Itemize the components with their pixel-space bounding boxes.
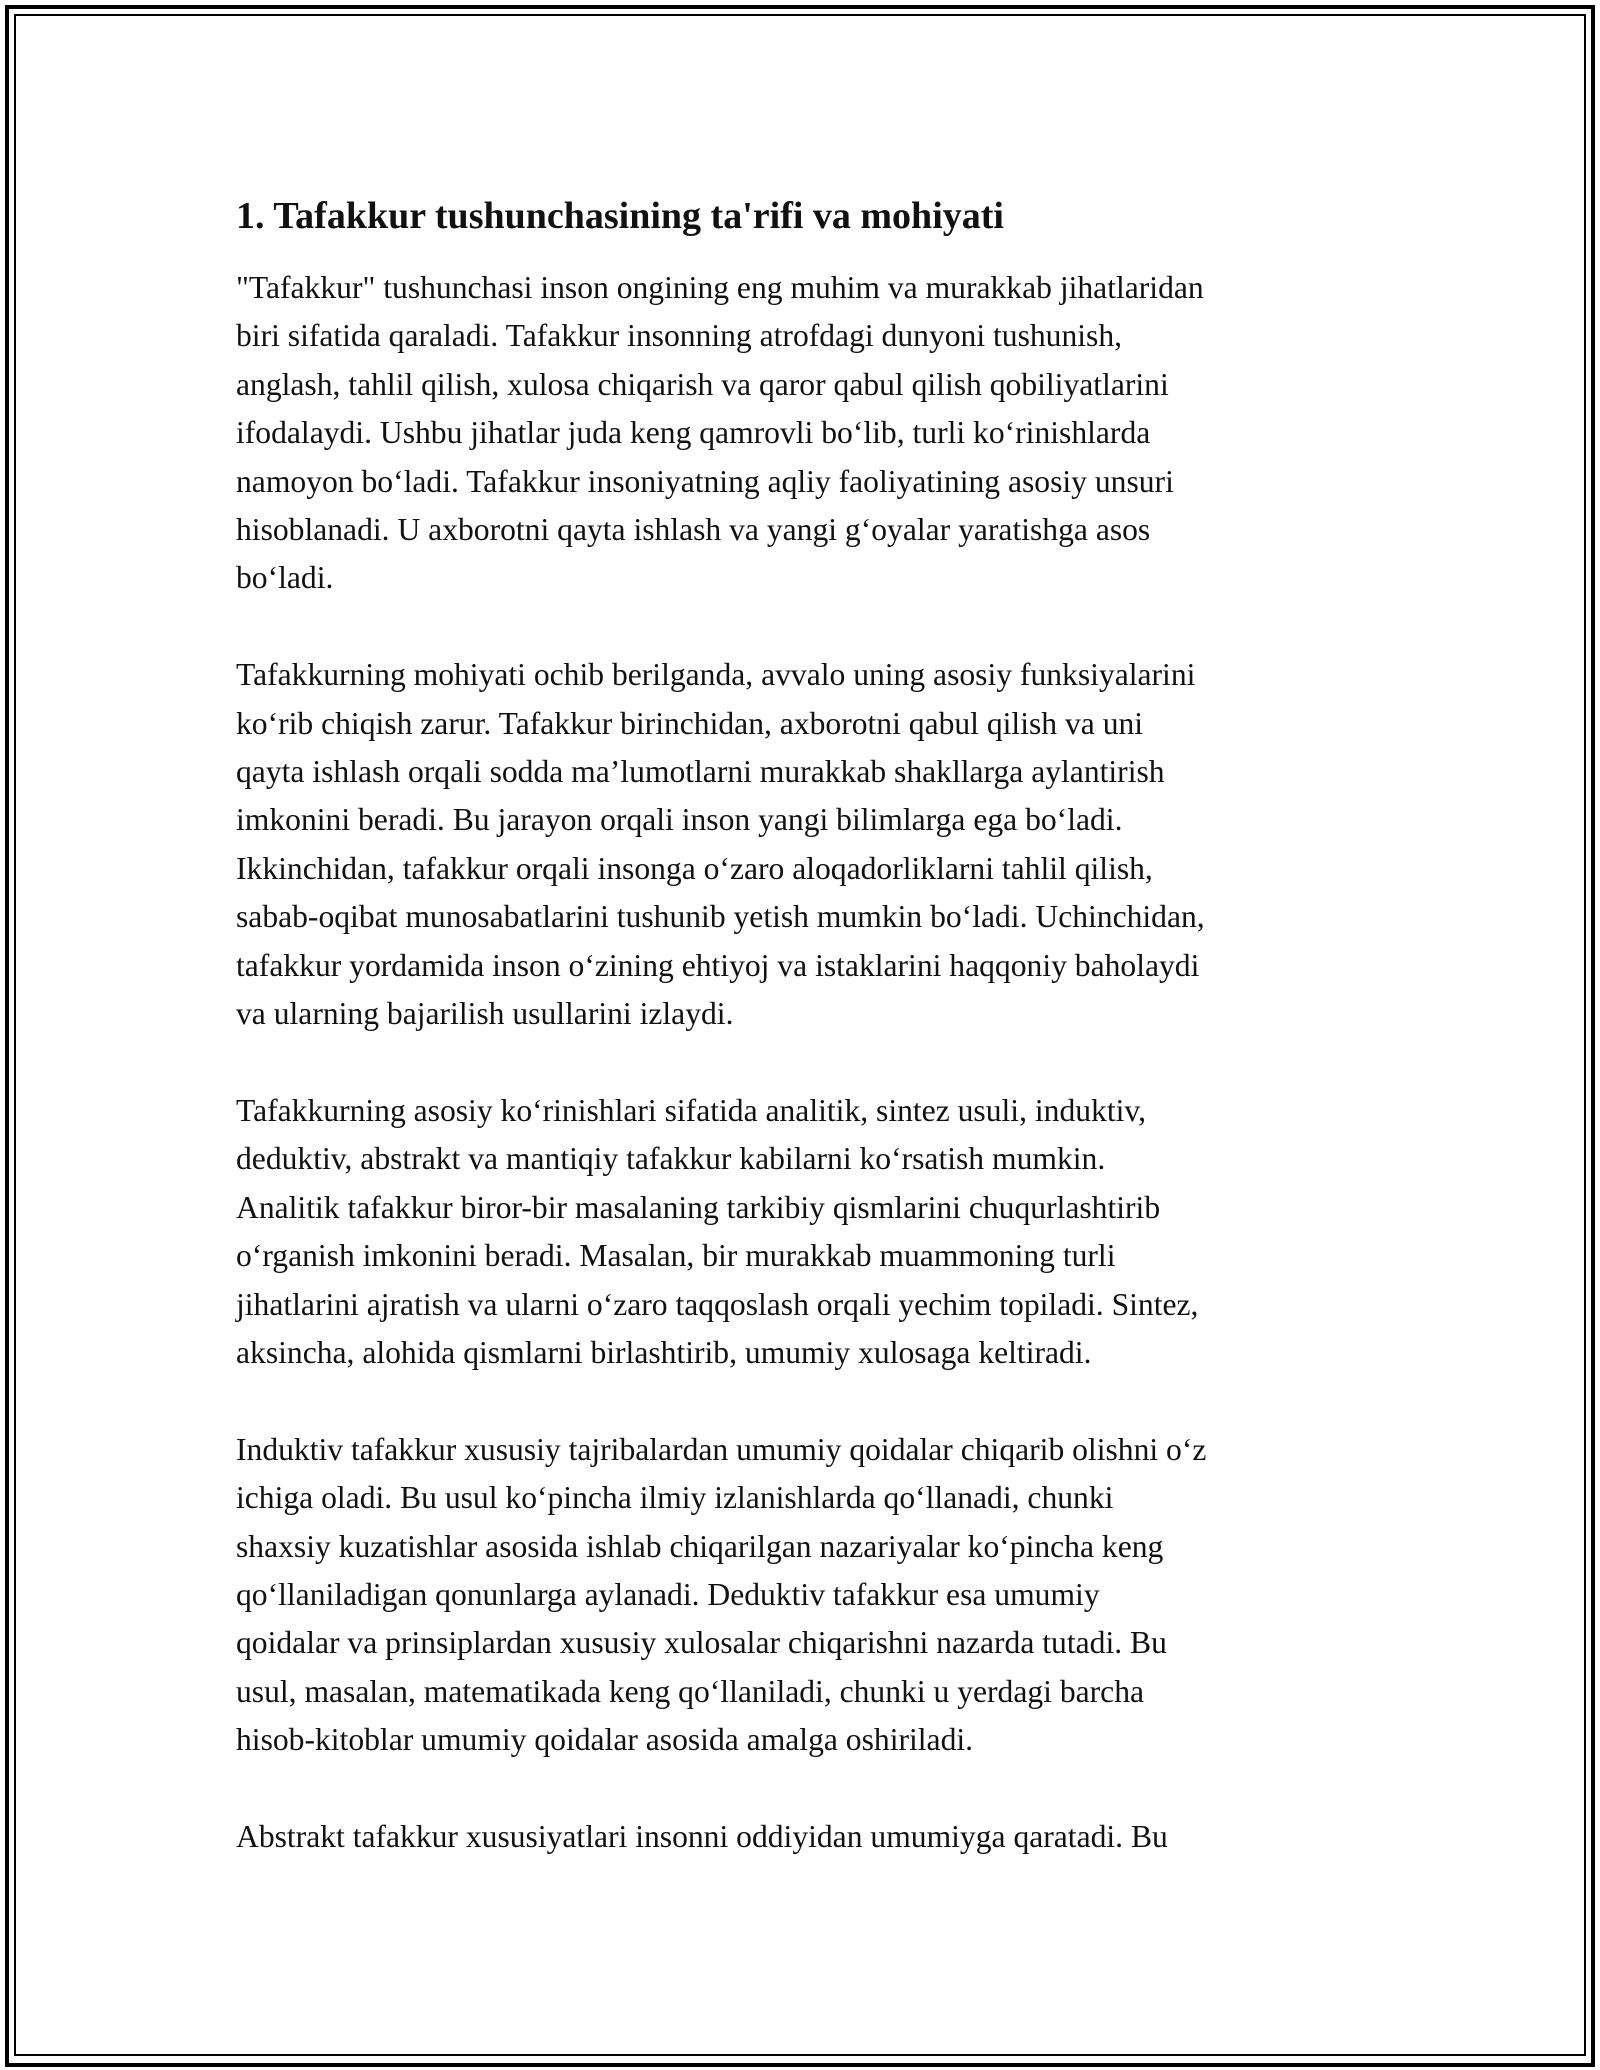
paragraph bbox=[236, 1087, 1366, 1377]
text-line: qayta ishlash orqali sodda ma’lumotlarni murakkab shakllarga aylantirish bbox=[236, 754, 1165, 790]
text-line: qo‘llaniladigan qonunlarga aylanadi. Deduktiv tafakkur esa umumiy bbox=[236, 1576, 1100, 1612]
text-line: anglash, tahlil qilish, xulosa chiqarish va qaror qabul qilish qobiliyatlarini bbox=[236, 366, 1169, 402]
text-line: Induktiv tafakkur xususiy tajribalardan umumiy qoidalar chiqarib olishni o‘z bbox=[236, 1431, 1207, 1467]
text-line: jihatlarini ajratish va ularni o‘zaro taqqoslash orqali yechim topiladi. Sintez, bbox=[236, 1286, 1199, 1322]
text-line: ichiga oladi. Bu usul ko‘pincha ilmiy izlanishlarda qo‘llanadi, chunki bbox=[236, 1480, 1114, 1516]
paragraph bbox=[236, 1426, 1366, 1765]
text-line: hisob-kitoblar umumiy qoidalar asosida amalga oshiriladi. bbox=[236, 1722, 974, 1758]
text-line: Abstrakt tafakkur xususiyatlari insonni oddiyidan umumiyga qaratadi. Bu bbox=[236, 1818, 1168, 1854]
text-line: aksincha, alohida qismlarni birlashtirib, umumiy xulosaga keltiradi. bbox=[236, 1334, 1092, 1370]
text-line: bo‘ladi. bbox=[236, 560, 334, 596]
text-line: usul, masalan, matematikada keng qo‘llaniladi, chunki u yerdagi barcha bbox=[236, 1673, 1145, 1709]
text-line: Tafakkurning mohiyati ochib berilganda, avvalo uning asosiy funksiyalarini bbox=[236, 657, 1196, 693]
text-line: shaxsiy kuzatishlar asosida ishlab chiqarilgan nazariyalar ko‘pincha keng bbox=[236, 1528, 1164, 1564]
paragraph bbox=[236, 1813, 1366, 1861]
text-line: namoyon bo‘ladi. Tafakkur insoniyatning aqliy faoliyatining asosiy unsuri bbox=[236, 463, 1174, 499]
text-line: qoidalar va prinsiplardan xususiy xulosalar chiqarishni nazarda tutadi. Bu bbox=[236, 1625, 1167, 1661]
document-body bbox=[236, 188, 1366, 1910]
text-line: deduktiv, abstrakt va mantiqiy tafakkur kabilarni ko‘rsatish mumkin. bbox=[236, 1141, 1106, 1177]
text-line: "Tafakkur" tushunchasi inson ongining eng muhim va murakkab jihatlaridan bbox=[236, 270, 1204, 305]
text-line: biri sifatida qaraladi. Tafakkur insonning atrofdagi dunyoni tushunish, bbox=[236, 318, 1123, 354]
text-line: Tafakkurning asosiy ko‘rinishlari sifatida analitik, sintez usuli, induktiv, bbox=[236, 1092, 1147, 1128]
text-line: tafakkur yordamida inson o‘zining ehtiyoj va istaklarini haqqoniy baholaydi bbox=[236, 947, 1200, 983]
text-line: imkonini beradi. Bu jarayon orqali inson yangi bilimlarga ega bo‘ladi. bbox=[236, 802, 1123, 838]
section-heading: 1. Tafakkur tushunchasining ta'rifi va mohiyati bbox=[236, 195, 1004, 237]
paragraph bbox=[236, 264, 1366, 603]
text-line: hisoblanadi. U axborotni qayta ishlash va yangi g‘oyalar yaratishga asos bbox=[236, 512, 1151, 548]
text-line: ko‘rib chiqish zarur. Tafakkur birinchidan, axborotni qabul qilish va uni bbox=[236, 705, 1144, 741]
paragraph bbox=[236, 651, 1366, 1038]
text-line: sabab-oqibat munosabatlarini tushunib yetish mumkin bo‘ladi. Uchinchidan, bbox=[236, 899, 1205, 935]
text-line: Ikkinchidan, tafakkur orqali insonga o‘zaro aloqadorliklarni tahlil qilish, bbox=[236, 850, 1153, 886]
paragraph-list bbox=[236, 264, 1366, 1861]
text-line: va ularning bajarilish usullarini izlaydi. bbox=[236, 996, 734, 1032]
text-line: ifodalaydi. Ushbu jihatlar juda keng qamrovli bo‘lib, turli ko‘rinishlarda bbox=[236, 415, 1151, 451]
text-line: o‘rganish imkonini beradi. Masalan, bir murakkab muammoning turli bbox=[236, 1238, 1116, 1274]
text-line: Analitik tafakkur biror-bir masalaning tarkibiy qismlarini chuqurlashtirib bbox=[236, 1189, 1161, 1225]
